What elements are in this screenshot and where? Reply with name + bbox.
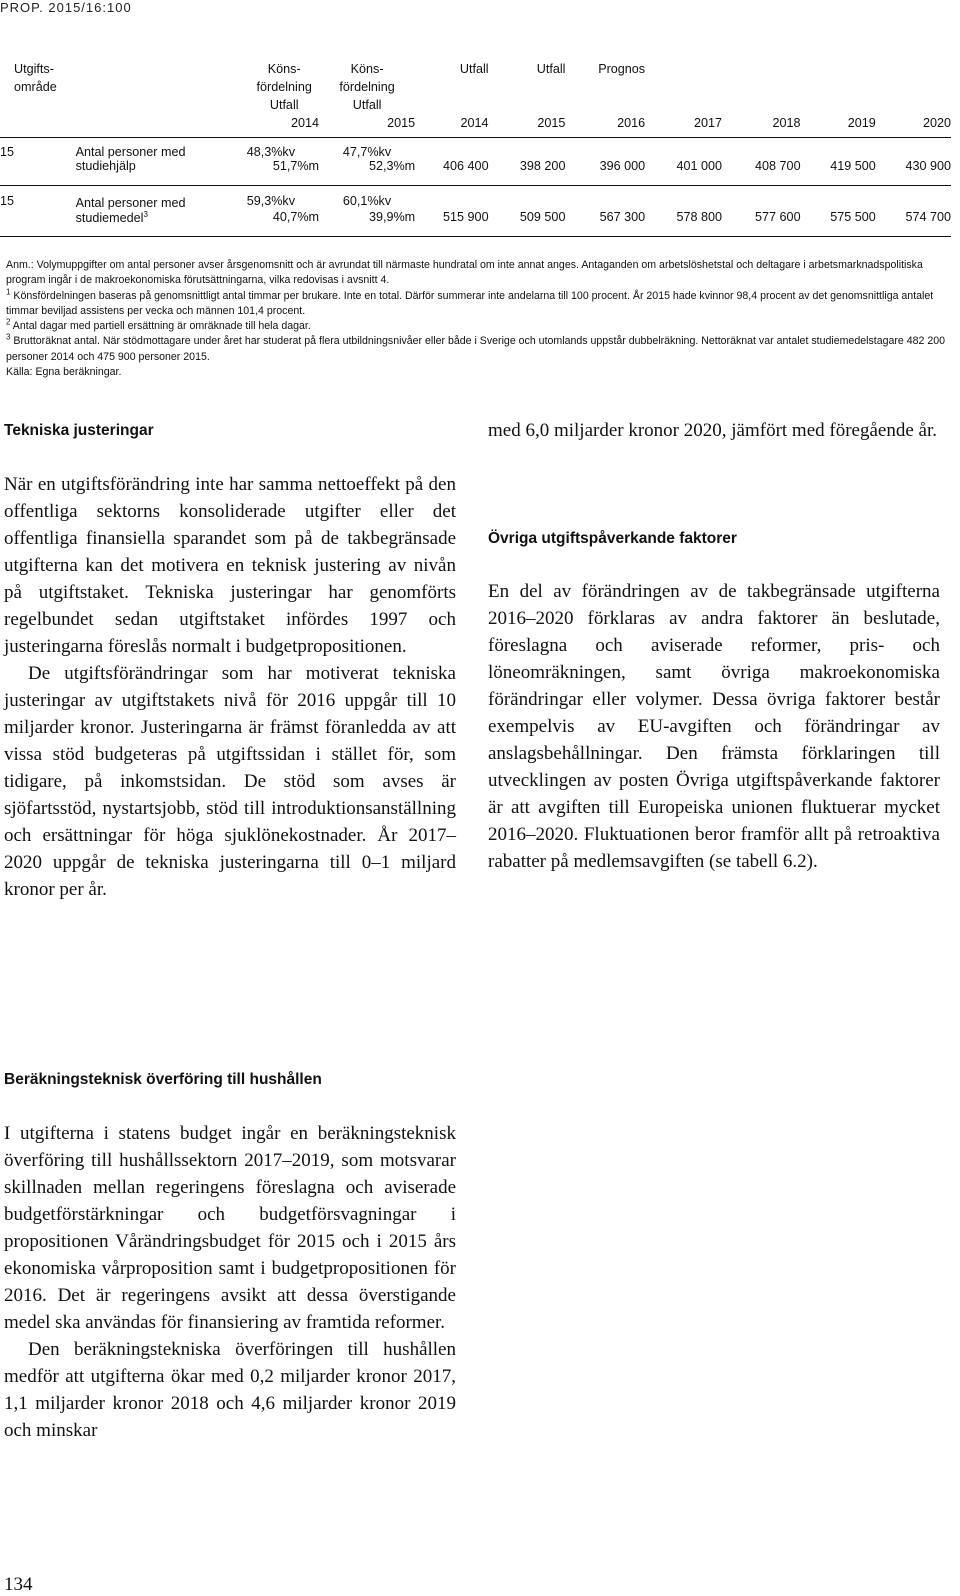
left-paragraph-1: När en utgiftsförändring inte har samma nettoeffekt på den offentliga sektorns konsoliderade utgifter eller det offentliga finansiella sparandet som på de takbegränsade utgifterna kan det motivera en teknisk justering av nivån på utgiftstaket. Tekniska justeringar har genomförts regelbundet sedan utgiftstaket infördes 1997 och justeringarna föreslås normalt i budgetpropositionen. bbox=[4, 474, 456, 657]
row-value: 408 700 bbox=[722, 159, 801, 186]
bottom-paragraph-1: I utgifterna i statens budget ingår en beräkningsteknisk överföring till hushållssektorn 2017–2019, som motsvarar skillnaden mellan regeringens föreslagna och aviserade budgetförstärkningar och budgetförsvagningar i propositionen Vårändringsbudget för 2015 och i 2015 års ekonomiska vårproposition samt i budgetpropositionen för 2016. Det är regeringens avsikt att dessa överstigande medel ska användas för finansiering av framtida reformer. bbox=[4, 1123, 456, 1333]
note-3-marker: 3 bbox=[6, 332, 11, 342]
header-utfall-2015: Utfall bbox=[536, 62, 566, 76]
row-gender-2014-women: 48,3%kv bbox=[246, 145, 296, 159]
note-anm: Anm.: Volymuppgifter om antal personer avser årsgenomsnitt och är avrundat till närmaste hundratal om inte annat anges. Antaganden om arbetslöshetstal och deltagare i arbetsmarknadspolitiska program ingår i de makroekonomiska förutsättningarna, vilka redovisas i avsnitt 4. bbox=[6, 259, 923, 287]
row-gender-2015-men: 52,3%m bbox=[319, 159, 415, 186]
header-year: 2017 bbox=[645, 116, 722, 138]
header-utfall-2014: Utfall bbox=[459, 62, 489, 76]
row-gender-2015-men: 39,9%m bbox=[319, 210, 415, 237]
row-value: 430 900 bbox=[876, 159, 951, 186]
header-year: 2016 bbox=[565, 116, 645, 138]
header-year: 2019 bbox=[801, 116, 876, 138]
running-head: PROP. 2015/16:100 bbox=[0, 0, 132, 15]
heading-tekniska-justeringar: Tekniska justeringar bbox=[4, 422, 154, 439]
row-value: 567 300 bbox=[565, 210, 645, 237]
footnote-ref: 3 bbox=[143, 210, 148, 219]
note-1-marker: 1 bbox=[6, 287, 11, 297]
table-row bbox=[0, 210, 951, 237]
row-value: 396 000 bbox=[565, 159, 645, 186]
table-notes bbox=[6, 258, 951, 380]
header-prognos: Prognos bbox=[598, 62, 646, 76]
header-gender-2015-line3: Utfall bbox=[352, 98, 382, 112]
row-value: 406 400 bbox=[415, 159, 488, 186]
row-value: 401 000 bbox=[645, 159, 722, 186]
header-year: 2014 bbox=[415, 116, 488, 138]
row-area: 15 bbox=[0, 194, 15, 208]
bottom-column bbox=[4, 1120, 456, 1444]
table-row bbox=[0, 138, 951, 160]
header-year: 2015 bbox=[489, 116, 566, 138]
table-row bbox=[0, 159, 951, 186]
row-label-line2: studiehjälp bbox=[72, 159, 224, 186]
right-paragraph-0: med 6,0 miljarder kronor 2020, jämfört med föregående år. bbox=[488, 420, 937, 441]
header-year: 2018 bbox=[722, 116, 801, 138]
row-area: 15 bbox=[0, 145, 15, 159]
row-value: 577 600 bbox=[722, 210, 801, 237]
row-value: 578 800 bbox=[645, 210, 722, 237]
table-row bbox=[0, 186, 951, 211]
right-paragraph-1: En del av förändringen av de takbegränsade utgifterna 2016–2020 förklaras av andra faktorer än beslutade, föreslagna och aviserade reformer, pris- och löneomräkningen, samt övriga makroekonomiska förändringar eller volymer. Dessa övriga faktorer består exempelvis av EU-avgiften och förändringar av anslagsbehållningar. Den främsta förklaringen till utvecklingen av posten Övriga utgiftspåverkande faktorer är att avgiften till Europeiska unionen fluktuerar mycket 2016–2020. Fluktuationen beror framför allt på retroaktiva rabatter på medlemsavgiften (se tabell 6.2). bbox=[488, 581, 940, 872]
heading-ovriga-faktorer: Övriga utgiftspåverkande faktorer bbox=[488, 530, 737, 547]
row-gender-2015-women: 60,1%kv bbox=[342, 194, 392, 208]
row-value: 515 900 bbox=[415, 210, 488, 237]
bottom-paragraph-2: Den beräkningstekniska överföringen till hushållen medför att utgifterna ökar med 0,2 miljarder kronor 2017, 1,1 miljarder kronor 2018 och 4,6 miljarder kronor 2019 och minskar bbox=[4, 1339, 456, 1441]
row-value: 575 500 bbox=[801, 210, 876, 237]
header-gender-2015: Köns- bbox=[350, 62, 384, 76]
row-gender-2014-men: 40,7%m bbox=[223, 210, 319, 237]
note-2-text: Antal dagar med partiell ersättning är omräknade till hela dagar. bbox=[10, 320, 311, 333]
right-top-paragraph bbox=[488, 417, 940, 444]
row-label: Antal personer med bbox=[75, 145, 186, 159]
note-2-marker: 2 bbox=[6, 317, 11, 327]
left-paragraph-2: De utgiftsförändringar som har motiverat tekniska justeringar av utgiftstakets nivå för 2016 uppgår till 10 miljarder kronor. Justeringarna är främst föranledda av att vissa stöd budgeteras på utgiftssidan i stället för, som tidigare, på inkomstsidan. De stöd som avses är sjöfartsstöd, nystartsjobb, stöd till introduktionsanställning och ersättningar för höga sjuklönekostnader. År 2017–2020 uppgår de tekniska justeringarna till 0–1 miljard kronor per år. bbox=[4, 663, 456, 900]
note-3 bbox=[6, 334, 951, 365]
header-gender-2015-line2: fördelning bbox=[339, 80, 395, 94]
left-column bbox=[4, 471, 456, 903]
header-area-line2: område bbox=[14, 80, 57, 94]
note-1-text: Könsfördelningen baseras på genomsnittligt antal timmar per brukare. Inte en total. Därför summerar inte andelarna till 100 procent. År 2015 hade kvinnor 98,4 procent av det genomsnittliga antalet timmar beviljad assistens per vecka och männen 101,4 procent. bbox=[6, 289, 934, 317]
page-number: 134 bbox=[4, 1574, 33, 1595]
header-gender-2014: Köns- bbox=[267, 62, 301, 76]
data-table bbox=[0, 62, 951, 237]
row-gender-2015-women: 47,7%kv bbox=[342, 145, 392, 159]
row-label-line2: studiemedel$^3$ bbox=[72, 210, 224, 237]
row-label: Antal personer med bbox=[75, 196, 186, 210]
row-value: 574 700 bbox=[876, 210, 951, 237]
note-3-text: Bruttoräknat antal. När stödmottagare under året har studerat på flera utbildningsnivåer eller både i Sverige och utomlands uppstår dubbelräkning. Nettoräknat var antalet studiemedelstagare 482 200 personer 2014 och 475 900 personer 2015. bbox=[6, 335, 946, 363]
header-area: Utgifts- bbox=[14, 62, 54, 76]
header-year-kd-2015: 2015 bbox=[319, 116, 415, 138]
row-value: 419 500 bbox=[801, 159, 876, 186]
header-year-kd-2014: 2014 bbox=[223, 116, 319, 138]
row-value: 398 200 bbox=[489, 159, 566, 186]
header-year: 2020 bbox=[876, 116, 951, 138]
note-1 bbox=[6, 289, 951, 320]
right-column bbox=[488, 578, 940, 875]
row-gender-2014-women: 59,3%kv bbox=[246, 194, 296, 208]
row-value: 509 500 bbox=[489, 210, 566, 237]
header-gender-2014-line3: Utfall bbox=[269, 98, 299, 112]
header-gender-2014-line2: fördelning bbox=[256, 80, 312, 94]
note-source: Källa: Egna beräkningar. bbox=[6, 366, 122, 379]
row-gender-2014-men: 51,7%m bbox=[223, 159, 319, 186]
note-2 bbox=[6, 319, 951, 334]
heading-berakningsteknisk: Beräkningsteknisk överföring till hushållen bbox=[4, 1071, 322, 1088]
